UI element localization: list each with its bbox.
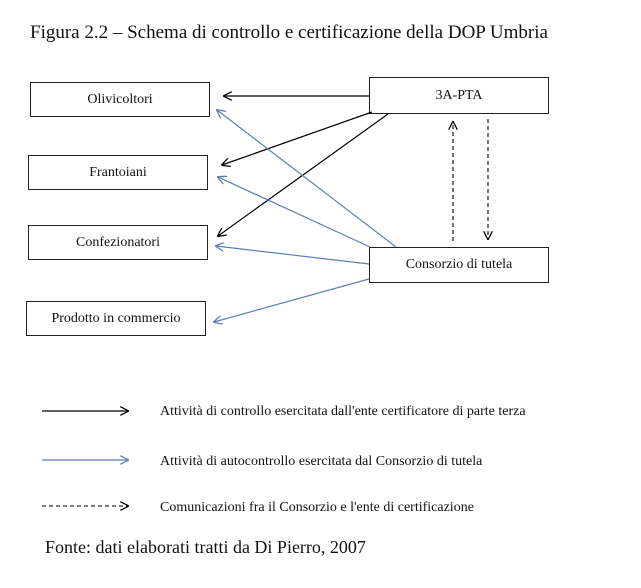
- box-consorzio-di-tutela: Consorzio di tutela: [369, 247, 549, 283]
- arrow-consorzio-to-confezionatori: [216, 246, 369, 264]
- legend-label-communication: Comunicazioni fra il Consorzio e l'ente di certificazione: [160, 500, 474, 515]
- box-frantoiani: Frantoiani: [28, 155, 208, 190]
- box-confezionatori: Confezionatori: [28, 225, 208, 260]
- box-3a-pta: 3A-PTA: [369, 77, 549, 114]
- legend-label-self-control: Attività di autocontrollo esercitata dal Consorzio di tutela: [160, 454, 483, 469]
- box-olivicoltori: Olivicoltori: [30, 82, 210, 117]
- arrow-consorzio-to-olivicoltori: [217, 110, 396, 247]
- arrow-consorzio-to-prodotto: [214, 279, 369, 322]
- arrow-3apta-to-confezionatori: [218, 114, 388, 236]
- arrow-3apta-to-frantoiani: [222, 112, 372, 165]
- source-note: Fonte: dati elaborati tratti da Di Pierro, 2007: [45, 537, 366, 557]
- legend-label-control: Attività di controllo esercitata dall'ente certificatore di parte terza: [160, 404, 526, 419]
- figure-title: Figura 2.2 – Schema di controllo e certificazione della DOP Umbria: [30, 22, 548, 43]
- arrow-consorzio-to-frantoiani: [218, 177, 370, 247]
- box-prodotto-in-commercio: Prodotto in commercio: [26, 301, 206, 336]
